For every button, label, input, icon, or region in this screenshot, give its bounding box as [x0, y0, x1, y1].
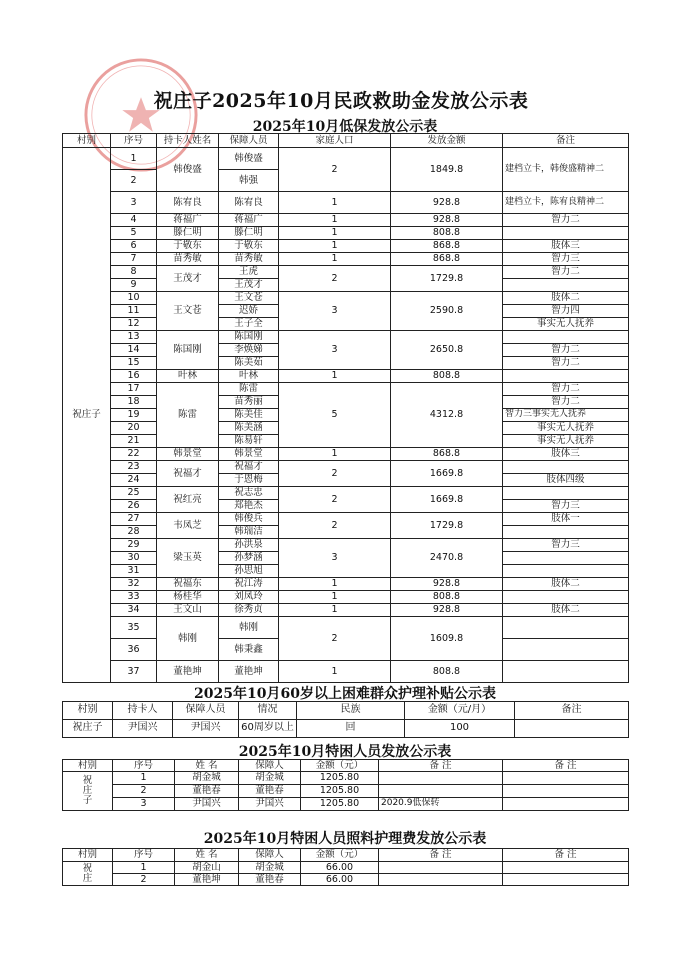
beneficiary-cell: 陈美茹 [219, 357, 279, 370]
cardholder-cell: 杨桂华 [157, 591, 219, 604]
note-cell [503, 552, 629, 565]
row-number: 8 [111, 266, 157, 279]
note-cell [503, 227, 629, 240]
table-row [63, 617, 629, 639]
note-cell: 建档立卡，韩俊盛精神二 [503, 148, 629, 192]
note-cell: 建档立卡，陈宥良精神二 [503, 192, 629, 214]
amount-cell: 1205.80 [301, 785, 379, 798]
header-cell: 金额（元） [301, 760, 379, 772]
amount-cell: 66.00 [301, 862, 379, 874]
beneficiary-cell: 王茂才 [219, 279, 279, 292]
beneficiary-cell: 徐秀贞 [219, 604, 279, 617]
cardholder-cell: 韩刚 [157, 617, 219, 661]
note-cell: 智力三 [503, 253, 629, 266]
table-row [63, 720, 629, 738]
header-cell: 金额（元） [301, 849, 379, 862]
beneficiary-cell: 郑艳杰 [219, 500, 279, 513]
cardholder-cell: 滕仁明 [157, 227, 219, 240]
beneficiary-cell: 韩瑞洁 [219, 526, 279, 539]
beneficiary-cell: 陈美佳 [219, 409, 279, 422]
ethnicity-cell: 回 [297, 720, 405, 738]
note-cell [503, 661, 629, 683]
amount-cell: 808.8 [391, 370, 503, 383]
note-cell [503, 772, 629, 785]
beneficiary-cell: 王虎 [219, 266, 279, 279]
amount-cell: 808.8 [391, 591, 503, 604]
cardholder-cell: 苗秀敏 [157, 253, 219, 266]
row-number: 23 [111, 461, 157, 474]
amount-cell: 868.8 [391, 240, 503, 253]
household-size-cell: 2 [279, 487, 391, 513]
table-row [63, 148, 629, 170]
note-cell [503, 617, 629, 639]
header-cell: 持卡人 [113, 702, 173, 720]
note-cell [379, 785, 503, 798]
table-row [63, 370, 629, 383]
beneficiary-cell: 韩景堂 [219, 448, 279, 461]
note-cell [503, 639, 629, 661]
amount-cell: 1669.8 [391, 461, 503, 487]
row-number: 21 [111, 435, 157, 448]
row-number: 14 [111, 344, 157, 357]
row-number: 20 [111, 422, 157, 435]
header-cell: 村别 [63, 849, 113, 862]
note-cell [503, 370, 629, 383]
amount-cell: 100 [405, 720, 515, 738]
row-number: 31 [111, 565, 157, 578]
amount-cell: 66.00 [301, 874, 379, 886]
cardholder-cell: 陈国刚 [157, 331, 219, 370]
row-number: 10 [111, 292, 157, 305]
header-cell: 序号 [111, 134, 157, 148]
household-size-cell: 1 [279, 604, 391, 617]
note-cell [503, 785, 629, 798]
amount-cell: 1669.8 [391, 487, 503, 513]
table-row [63, 331, 629, 344]
cardholder-cell: 尹国兴 [113, 720, 173, 738]
header-cell: 持卡人姓名 [157, 134, 219, 148]
note-cell [503, 591, 629, 604]
cardholder-cell: 祝红亮 [157, 487, 219, 513]
row-number: 29 [111, 539, 157, 552]
beneficiary-cell: 陈易轩 [219, 435, 279, 448]
row-number: 12 [111, 318, 157, 331]
note-cell: 肢体三 [503, 448, 629, 461]
beneficiary-cell: 孙洪泉 [219, 539, 279, 552]
household-size-cell: 3 [279, 292, 391, 331]
cardholder-cell: 于敬东 [157, 240, 219, 253]
household-size-cell: 1 [279, 253, 391, 266]
note-cell [503, 798, 629, 811]
table-row [63, 253, 629, 266]
beneficiary-cell: 刘凤玲 [219, 591, 279, 604]
amount-cell: 808.8 [391, 227, 503, 240]
table-header-row [63, 702, 629, 720]
cardholder-cell: 陈宥良 [157, 192, 219, 214]
header-cell: 备 注 [503, 849, 629, 862]
guardian-cell: 董艳春 [239, 785, 301, 798]
beneficiary-cell: 韩俊盛 [219, 148, 279, 170]
note-cell: 智力二 [503, 214, 629, 227]
note-cell: 智力二 [503, 383, 629, 396]
name-cell: 董艳春 [175, 785, 239, 798]
household-size-cell: 1 [279, 240, 391, 253]
table-row [63, 513, 629, 526]
table-header-row [63, 134, 629, 148]
beneficiary-cell: 韩秉鑫 [219, 639, 279, 661]
amount-cell: 2650.8 [391, 331, 503, 370]
row-number: 2 [111, 170, 157, 192]
note-cell [379, 862, 503, 874]
table-row [63, 772, 629, 785]
amount-cell: 808.8 [391, 661, 503, 683]
note-cell: 事实无人抚养 [503, 435, 629, 448]
table-header-row [63, 760, 629, 772]
amount-cell: 1609.8 [391, 617, 503, 661]
note-cell [503, 461, 629, 474]
row-number: 37 [111, 661, 157, 683]
table-row [63, 591, 629, 604]
household-size-cell: 2 [279, 148, 391, 192]
beneficiary-cell: 苗秀敏 [219, 253, 279, 266]
note-cell: 智力二 [503, 266, 629, 279]
beneficiary-cell: 滕仁明 [219, 227, 279, 240]
amount-cell: 868.8 [391, 253, 503, 266]
household-size-cell: 1 [279, 591, 391, 604]
low-income-allowance-table [62, 133, 629, 683]
amount-cell: 1729.8 [391, 266, 503, 292]
amount-cell: 928.8 [391, 578, 503, 591]
household-size-cell: 1 [279, 578, 391, 591]
header-cell: 保障人 [239, 849, 301, 862]
header-cell: 村别 [63, 760, 113, 772]
cardholder-cell: 王茂才 [157, 266, 219, 292]
row-number: 1 [113, 862, 175, 874]
note-cell: 智力二 [503, 344, 629, 357]
village-char: 庄 [82, 785, 93, 797]
table-row [63, 604, 629, 617]
village-cell [63, 772, 113, 811]
table-row [63, 487, 629, 500]
row-number: 1 [113, 772, 175, 785]
section1-title: 2025年10月低保发放公示表 [252, 119, 438, 135]
header-cell: 保障人员 [173, 702, 239, 720]
row-number: 33 [111, 591, 157, 604]
guardian-cell: 胡金城 [239, 772, 301, 785]
name-cell: 胡金山 [175, 862, 239, 874]
cardholder-cell: 王文苍 [157, 292, 219, 331]
row-number: 28 [111, 526, 157, 539]
village-char: 子 [82, 794, 93, 806]
household-size-cell: 1 [279, 370, 391, 383]
row-number: 32 [111, 578, 157, 591]
row-number: 24 [111, 474, 157, 487]
table-row [63, 798, 629, 811]
header-cell: 备 注 [379, 849, 503, 862]
table-row [63, 214, 629, 227]
note-cell [503, 331, 629, 344]
beneficiary-cell: 孙梦涵 [219, 552, 279, 565]
table-row [63, 539, 629, 552]
header-cell: 金额（元/月） [405, 702, 515, 720]
amount-cell: 928.8 [391, 214, 503, 227]
row-number: 16 [111, 370, 157, 383]
note-cell: 智力二 [503, 396, 629, 409]
row-number: 26 [111, 500, 157, 513]
beneficiary-cell: 祝志忠 [219, 487, 279, 500]
care-fee-table [62, 848, 629, 886]
row-number: 34 [111, 604, 157, 617]
row-number: 13 [111, 331, 157, 344]
header-cell: 序号 [113, 849, 175, 862]
village-char: 祝 [82, 775, 93, 787]
beneficiary-cell: 王子全 [219, 318, 279, 331]
header-cell: 备 注 [379, 760, 503, 772]
note-cell [379, 874, 503, 886]
village-char: 祝 [82, 862, 93, 874]
note-cell: 事实无人抚养 [503, 422, 629, 435]
cardholder-cell: 祝福东 [157, 578, 219, 591]
section2-title: 2025年10月60岁以上困难群众护理补贴公示表 [194, 686, 496, 702]
beneficiary-cell: 陈雷 [219, 383, 279, 396]
household-size-cell: 1 [279, 661, 391, 683]
amount-cell: 868.8 [391, 448, 503, 461]
header-cell: 姓 名 [175, 760, 239, 772]
cardholder-cell: 韦凤芝 [157, 513, 219, 539]
note-cell [515, 720, 629, 738]
note-cell: 肢体三 [503, 240, 629, 253]
beneficiary-cell: 陈宥良 [219, 192, 279, 214]
beneficiary-cell: 祝江涛 [219, 578, 279, 591]
guardian-cell: 董艳春 [239, 874, 301, 886]
page-title: 祝庄子2025年10月民政救助金发放公示表 [153, 90, 529, 112]
village-char: 庄 [82, 872, 93, 884]
row-number: 35 [111, 617, 157, 639]
household-size-cell: 2 [279, 461, 391, 487]
village-cell: 祝庄子 [63, 148, 111, 683]
beneficiary-cell: 祝福才 [219, 461, 279, 474]
beneficiary-cell: 尹国兴 [173, 720, 239, 738]
row-number: 17 [111, 383, 157, 396]
header-cell: 发放金额 [391, 134, 503, 148]
header-cell: 备 注 [503, 760, 629, 772]
name-cell: 董艳坤 [175, 874, 239, 886]
table-row [63, 240, 629, 253]
note-cell: 智力二 [503, 357, 629, 370]
cardholder-cell: 董艳坤 [157, 661, 219, 683]
note-cell: 智力四 [503, 305, 629, 318]
header-cell: 家庭人口 [279, 134, 391, 148]
table-row [63, 874, 629, 886]
village-cell [63, 862, 113, 886]
note-cell [379, 772, 503, 785]
header-cell: 保障人员 [219, 134, 279, 148]
note-cell: 肢体二 [503, 578, 629, 591]
row-number: 22 [111, 448, 157, 461]
row-number: 11 [111, 305, 157, 318]
household-size-cell: 3 [279, 539, 391, 578]
row-number: 2 [113, 874, 175, 886]
amount-cell: 928.8 [391, 192, 503, 214]
household-size-cell: 5 [279, 383, 391, 448]
header-cell: 村别 [63, 702, 113, 720]
elderly-care-subsidy-table [62, 701, 629, 738]
header-cell: 序号 [113, 760, 175, 772]
note-cell [503, 874, 629, 886]
header-cell: 备注 [515, 702, 629, 720]
beneficiary-cell: 董艳坤 [219, 661, 279, 683]
name-cell: 尹国兴 [175, 798, 239, 811]
note-cell: 肢体二 [503, 604, 629, 617]
guardian-cell: 胡金城 [239, 862, 301, 874]
table-row [63, 192, 629, 214]
table-row [63, 785, 629, 798]
table-row [63, 578, 629, 591]
header-cell: 备注 [503, 134, 629, 148]
row-number: 30 [111, 552, 157, 565]
row-number: 6 [111, 240, 157, 253]
amount-cell: 1849.8 [391, 148, 503, 192]
amount-cell: 1729.8 [391, 513, 503, 539]
amount-cell: 1205.80 [301, 772, 379, 785]
header-cell: 民族 [297, 702, 405, 720]
guardian-cell: 尹国兴 [239, 798, 301, 811]
household-size-cell: 2 [279, 513, 391, 539]
table-row [63, 862, 629, 874]
table-row [63, 383, 629, 396]
household-size-cell: 1 [279, 227, 391, 240]
header-cell: 保障人 [239, 760, 301, 772]
amount-cell: 928.8 [391, 604, 503, 617]
name-cell: 胡金城 [175, 772, 239, 785]
note-cell [503, 279, 629, 292]
household-size-cell: 1 [279, 192, 391, 214]
note-cell: 智力三 [503, 539, 629, 552]
note-cell: 肢体二 [503, 292, 629, 305]
note-cell [503, 526, 629, 539]
note-cell [503, 565, 629, 578]
beneficiary-cell: 于敬东 [219, 240, 279, 253]
village-cell: 祝庄子 [63, 720, 113, 738]
beneficiary-cell: 王文苍 [219, 292, 279, 305]
beneficiary-cell: 叶林 [219, 370, 279, 383]
table-row [63, 661, 629, 683]
cardholder-cell: 韩俊盛 [157, 148, 219, 192]
row-number: 3 [111, 192, 157, 214]
cardholder-cell: 韩景堂 [157, 448, 219, 461]
note-cell: 智力三事实无人抚养 [503, 409, 629, 422]
row-number: 18 [111, 396, 157, 409]
note-cell [503, 487, 629, 500]
row-number: 27 [111, 513, 157, 526]
note-cell: 事实无人抚养 [503, 318, 629, 331]
situation-cell: 60周岁以上 [239, 720, 297, 738]
header-cell: 村别 [63, 134, 111, 148]
header-cell: 姓 名 [175, 849, 239, 862]
cardholder-cell: 祝福才 [157, 461, 219, 487]
beneficiary-cell: 迟娇 [219, 305, 279, 318]
destitute-persons-table [62, 759, 629, 811]
table-row [63, 227, 629, 240]
amount-cell: 2470.8 [391, 539, 503, 578]
note-cell: 肢体一 [503, 513, 629, 526]
note-cell [503, 862, 629, 874]
household-size-cell: 1 [279, 214, 391, 227]
section4-title: 2025年10月特困人员照料护理费发放公示表 [203, 831, 487, 847]
beneficiary-cell: 韩刚 [219, 617, 279, 639]
cardholder-cell: 蒋福广 [157, 214, 219, 227]
amount-cell: 2590.8 [391, 292, 503, 331]
row-number: 3 [113, 798, 175, 811]
cardholder-cell: 梁玉英 [157, 539, 219, 578]
beneficiary-cell: 孙思旭 [219, 565, 279, 578]
amount-cell: 1205.80 [301, 798, 379, 811]
cardholder-cell: 王文山 [157, 604, 219, 617]
beneficiary-cell: 于恩梅 [219, 474, 279, 487]
section3-title: 2025年10月特困人员发放公示表 [238, 744, 452, 760]
household-size-cell: 2 [279, 617, 391, 661]
beneficiary-cell: 李焕娣 [219, 344, 279, 357]
row-number: 36 [111, 639, 157, 661]
cardholder-cell: 陈雷 [157, 383, 219, 448]
note-cell: 智力三 [503, 500, 629, 513]
row-number: 19 [111, 409, 157, 422]
beneficiary-cell: 陈国刚 [219, 331, 279, 344]
row-number: 4 [111, 214, 157, 227]
beneficiary-cell: 韩强 [219, 170, 279, 192]
header-cell: 情况 [239, 702, 297, 720]
household-size-cell: 2 [279, 266, 391, 292]
cardholder-cell: 叶林 [157, 370, 219, 383]
beneficiary-cell: 蒋福广 [219, 214, 279, 227]
amount-cell: 4312.8 [391, 383, 503, 448]
row-number: 7 [111, 253, 157, 266]
table-row [63, 266, 629, 279]
row-number: 15 [111, 357, 157, 370]
row-number: 9 [111, 279, 157, 292]
table-header-row [63, 849, 629, 862]
row-number: 25 [111, 487, 157, 500]
note-cell: 肢体四级 [503, 474, 629, 487]
note-cell: 2020.9低保转 [379, 798, 503, 811]
table-row [63, 292, 629, 305]
row-number: 2 [113, 785, 175, 798]
table-row [63, 448, 629, 461]
row-number: 5 [111, 227, 157, 240]
row-number: 1 [111, 148, 157, 170]
household-size-cell: 1 [279, 448, 391, 461]
beneficiary-cell: 韩俊兵 [219, 513, 279, 526]
beneficiary-cell: 陈美涵 [219, 422, 279, 435]
household-size-cell: 3 [279, 331, 391, 370]
beneficiary-cell: 苗秀丽 [219, 396, 279, 409]
table-row [63, 461, 629, 474]
